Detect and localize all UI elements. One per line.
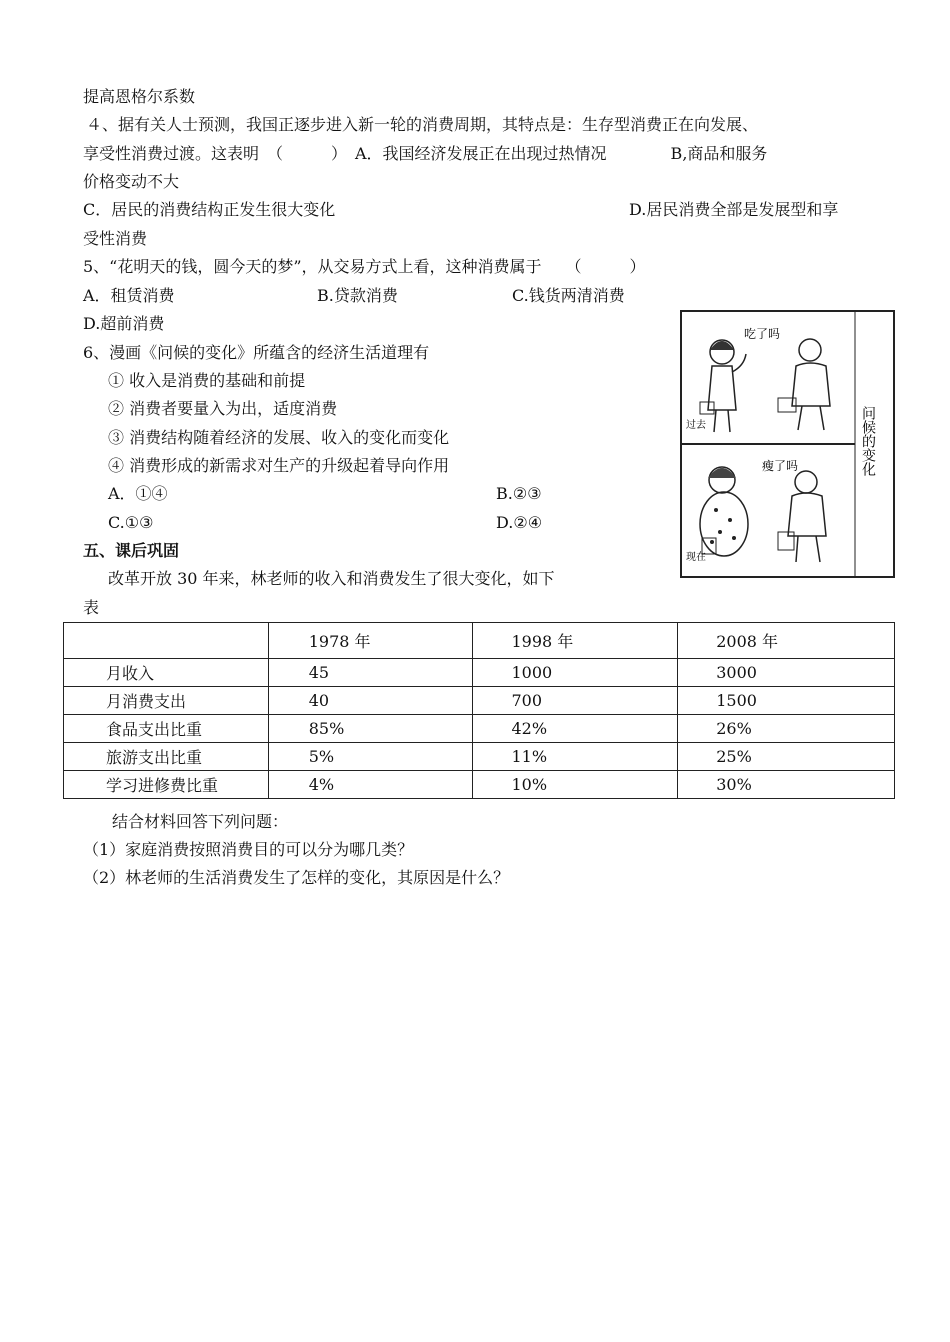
table-row: [64, 771, 895, 799]
material-intro-cont: 表: [83, 598, 100, 617]
table-cell: 30%: [678, 771, 895, 799]
table-row: [64, 743, 895, 771]
table-cell: 旅游支出比重: [64, 743, 269, 771]
table-cell: 85%: [268, 715, 473, 743]
material-intro: 改革开放 30 年来，林老师的收入和消费发生了很大变化，如下: [108, 569, 555, 588]
question-4-line2: 享受性消费过渡。这表明 （ ） A．我国经济发展正在出现过热情况 B,商品和服务: [83, 144, 768, 163]
material-prompt: 结合材料回答下列问题：: [112, 812, 289, 831]
question-5-option-b: B.贷款消费: [317, 286, 398, 305]
table-cell: 1000: [473, 659, 678, 687]
table-cell: 26%: [678, 715, 895, 743]
section-5-heading: 五、课后巩固: [83, 541, 180, 560]
table-cell: 3000: [678, 659, 895, 687]
table-cell: 700: [473, 687, 678, 715]
table-row: [64, 659, 895, 687]
table-cell: 10%: [473, 771, 678, 799]
question-4-line1: ４、据有关人士预测，我国正逐步进入新一轮的消费周期，其特点是：生存型消费正在向发展、: [86, 115, 759, 134]
question-4-option-d: D.居民消费全部是发展型和享: [629, 200, 839, 219]
question-5: 5、“花明天的钱，圆今天的梦”，从交易方式上看，这种消费属于 （ ）: [83, 257, 646, 276]
table-row: [64, 715, 895, 743]
question-5-option-d: D.超前消费: [83, 314, 165, 333]
table-cell: 45: [268, 659, 473, 687]
question-6-item-4: ④ 消费形成的新需求对生产的升级起着导向作用: [108, 456, 450, 475]
question-2: （2）林老师的生活消费发生了怎样的变化，其原因是什么？: [83, 868, 510, 887]
question-6-item-1: ① 收入是消费的基础和前提: [108, 371, 306, 390]
question-1: （1）家庭消费按照消费目的可以分为哪几类？: [83, 840, 414, 859]
question-6-option-b: B.②③: [496, 484, 542, 503]
question-5-option-c: C.钱货两清消费: [512, 286, 625, 305]
table-header-cell: 1978 年: [268, 623, 473, 659]
cartoon-top-speech: 吃了吗: [744, 327, 781, 341]
table-header-cell: [64, 623, 269, 659]
table-cell: 学习进修费比重: [64, 771, 269, 799]
table-header-cell: 1998 年: [473, 623, 678, 659]
table-cell: 40: [268, 687, 473, 715]
table-header-row: [64, 623, 895, 659]
table-cell: 11%: [473, 743, 678, 771]
table-header-cell: 2008 年: [678, 623, 895, 659]
table-row: [64, 687, 895, 715]
line-enge-coefficient: 提高恩格尔系数: [83, 87, 196, 106]
question-6-item-2: ② 消费者要量入为出，适度消费: [108, 399, 338, 418]
question-6-option-a: A．①④: [108, 484, 168, 503]
income-consumption-table: [63, 622, 895, 799]
question-5-option-a: A．租赁消费: [83, 286, 175, 305]
question-6: 6、漫画《问候的变化》所蕴含的经济生活道理有: [83, 343, 430, 362]
table-cell: 4%: [268, 771, 473, 799]
table-cell: 5%: [268, 743, 473, 771]
cartoon-bottom-speech: 瘦了吗: [762, 459, 799, 473]
cartoon-title: 问候的变化: [860, 406, 876, 476]
cartoon-top-label: 过去: [686, 420, 706, 431]
question-4-option-c: C．居民的消费结构正发生很大变化: [83, 200, 336, 219]
question-6-option-d: D.②④: [496, 513, 543, 532]
table-cell: 月收入: [64, 659, 269, 687]
table-cell: 月消费支出: [64, 687, 269, 715]
question-6-option-c: C.①③: [108, 513, 154, 532]
cartoon-greeting-change: [680, 310, 895, 578]
table-cell: 25%: [678, 743, 895, 771]
question-4-line5: 受性消费: [83, 229, 148, 248]
table-cell: 1500: [678, 687, 895, 715]
cartoon-bottom-label: 现在: [686, 552, 706, 563]
question-6-item-3: ③ 消费结构随着经济的发展、收入的变化而变化: [108, 428, 450, 447]
question-4-line3: 价格变动不大: [83, 172, 180, 191]
table-cell: 食品支出比重: [64, 715, 269, 743]
table-cell: 42%: [473, 715, 678, 743]
